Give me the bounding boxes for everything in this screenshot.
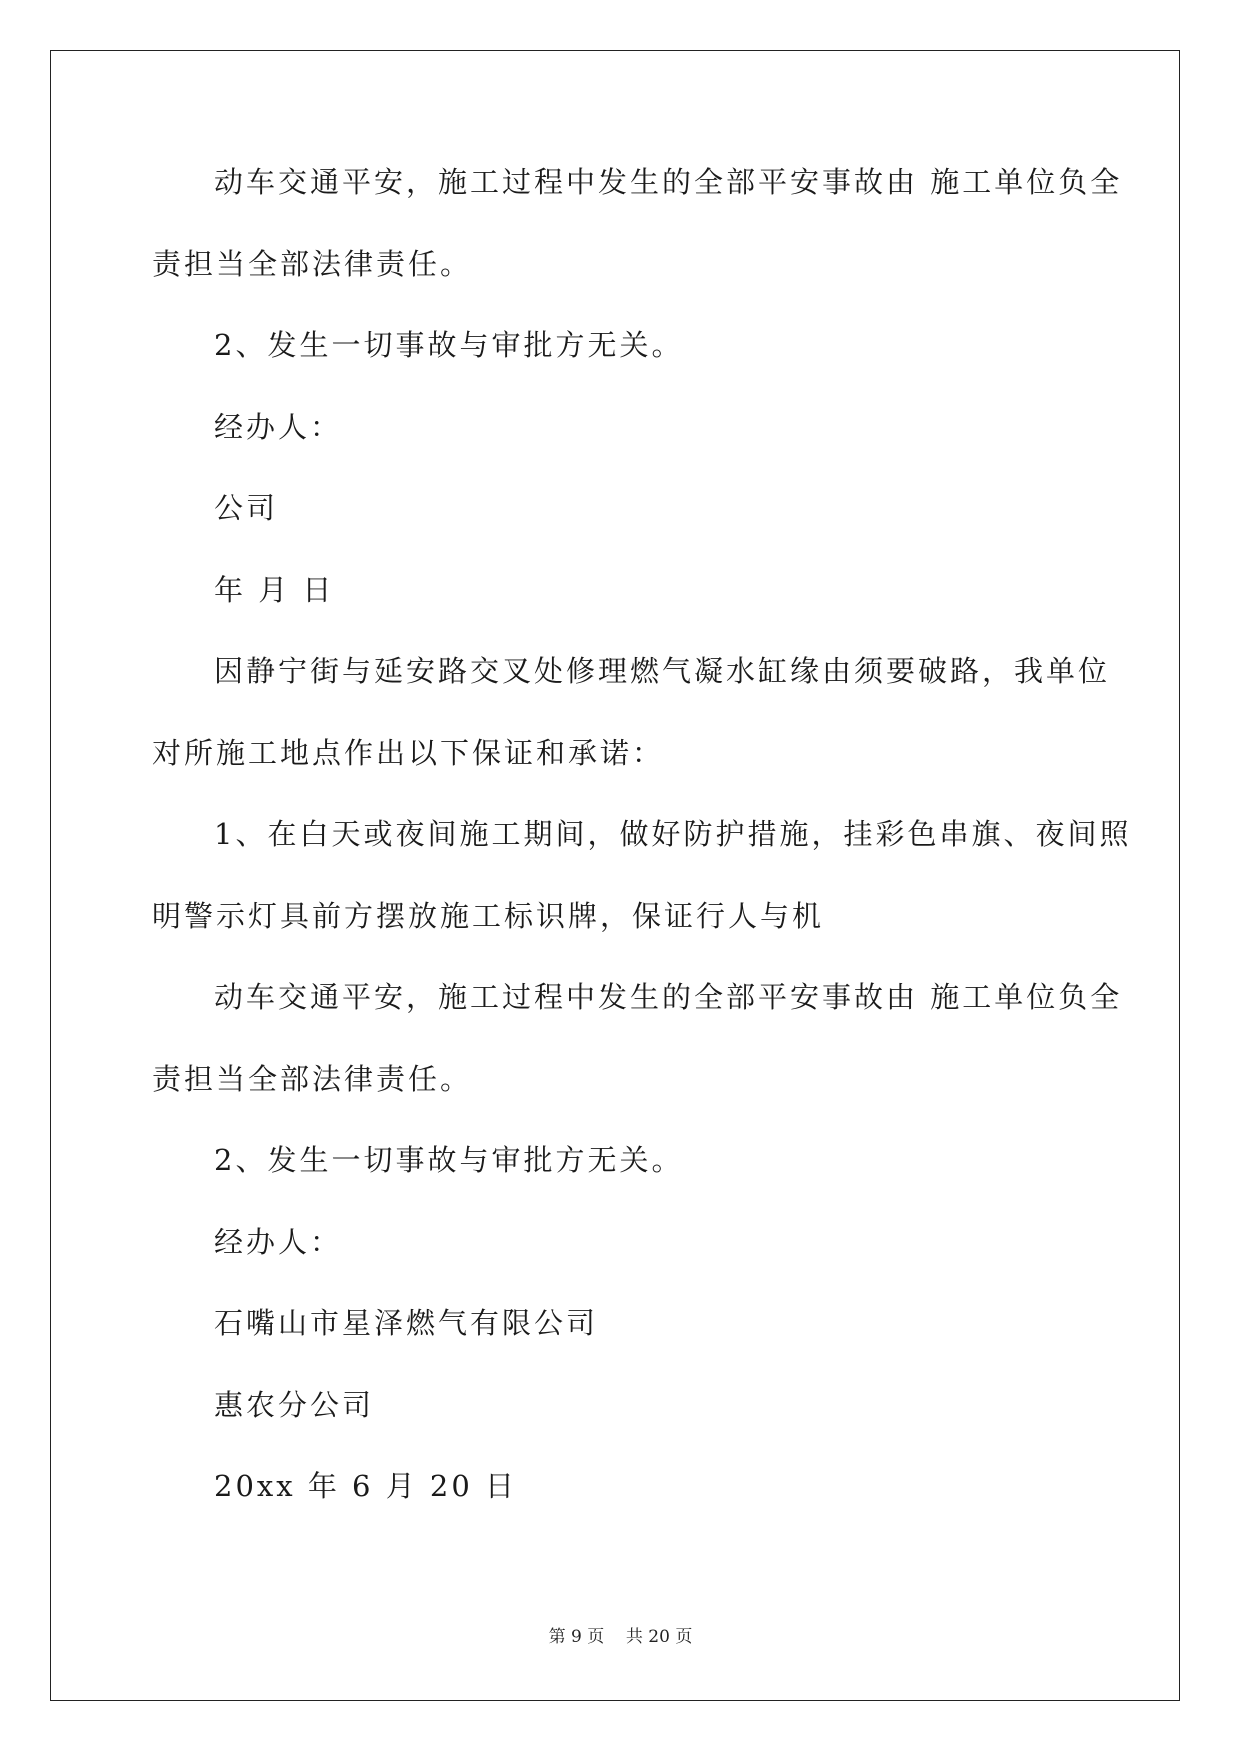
paragraph-line: 明警示灯具前方摆放施工标识牌，保证行人与机 <box>152 898 825 933</box>
paragraph-line: 2、发生一切事故与审批方无关。 <box>214 328 684 362</box>
page-total: 共 20 页 <box>625 1627 693 1647</box>
company-name: 石嘴山市星泽燃气有限公司 <box>214 1306 599 1340</box>
paragraph-line: 对所施工地点作出以下保证和承诺： <box>152 735 665 770</box>
page-footer <box>0 1622 1241 1647</box>
paragraph-line: 责担当全部法律责任。 <box>152 246 473 281</box>
signer-label: 经办人： <box>214 1224 343 1259</box>
signing-date: 20xx 年 6 月 20 日 <box>214 1469 518 1503</box>
paragraph-line: 责担当全部法律责任。 <box>152 1061 473 1096</box>
branch-name: 惠农分公司 <box>214 1387 375 1422</box>
company-label: 公司 <box>214 491 279 525</box>
paragraph-line: 1、在白天或夜间施工期间，做好防护措施，挂彩色串旗、夜间照 <box>214 817 1132 851</box>
paragraph-line: 动车交通平安，施工过程中发生的全部平安事故由 施工单位负全 <box>214 165 1123 199</box>
document-body <box>152 162 1132 1548</box>
paragraph-line: 2、发生一切事故与审批方无关。 <box>214 1143 684 1177</box>
date-placeholder: 年 月 日 <box>214 572 335 607</box>
paragraph-line: 动车交通平安，施工过程中发生的全部平安事故由 施工单位负全 <box>214 980 1123 1014</box>
paragraph-line: 因静宁街与延安路交叉处修理燃气凝水缸缘由须要破路，我单位 <box>214 654 1111 688</box>
page-number: 第 9 页 <box>548 1627 605 1647</box>
signer-label: 经办人： <box>214 409 343 444</box>
